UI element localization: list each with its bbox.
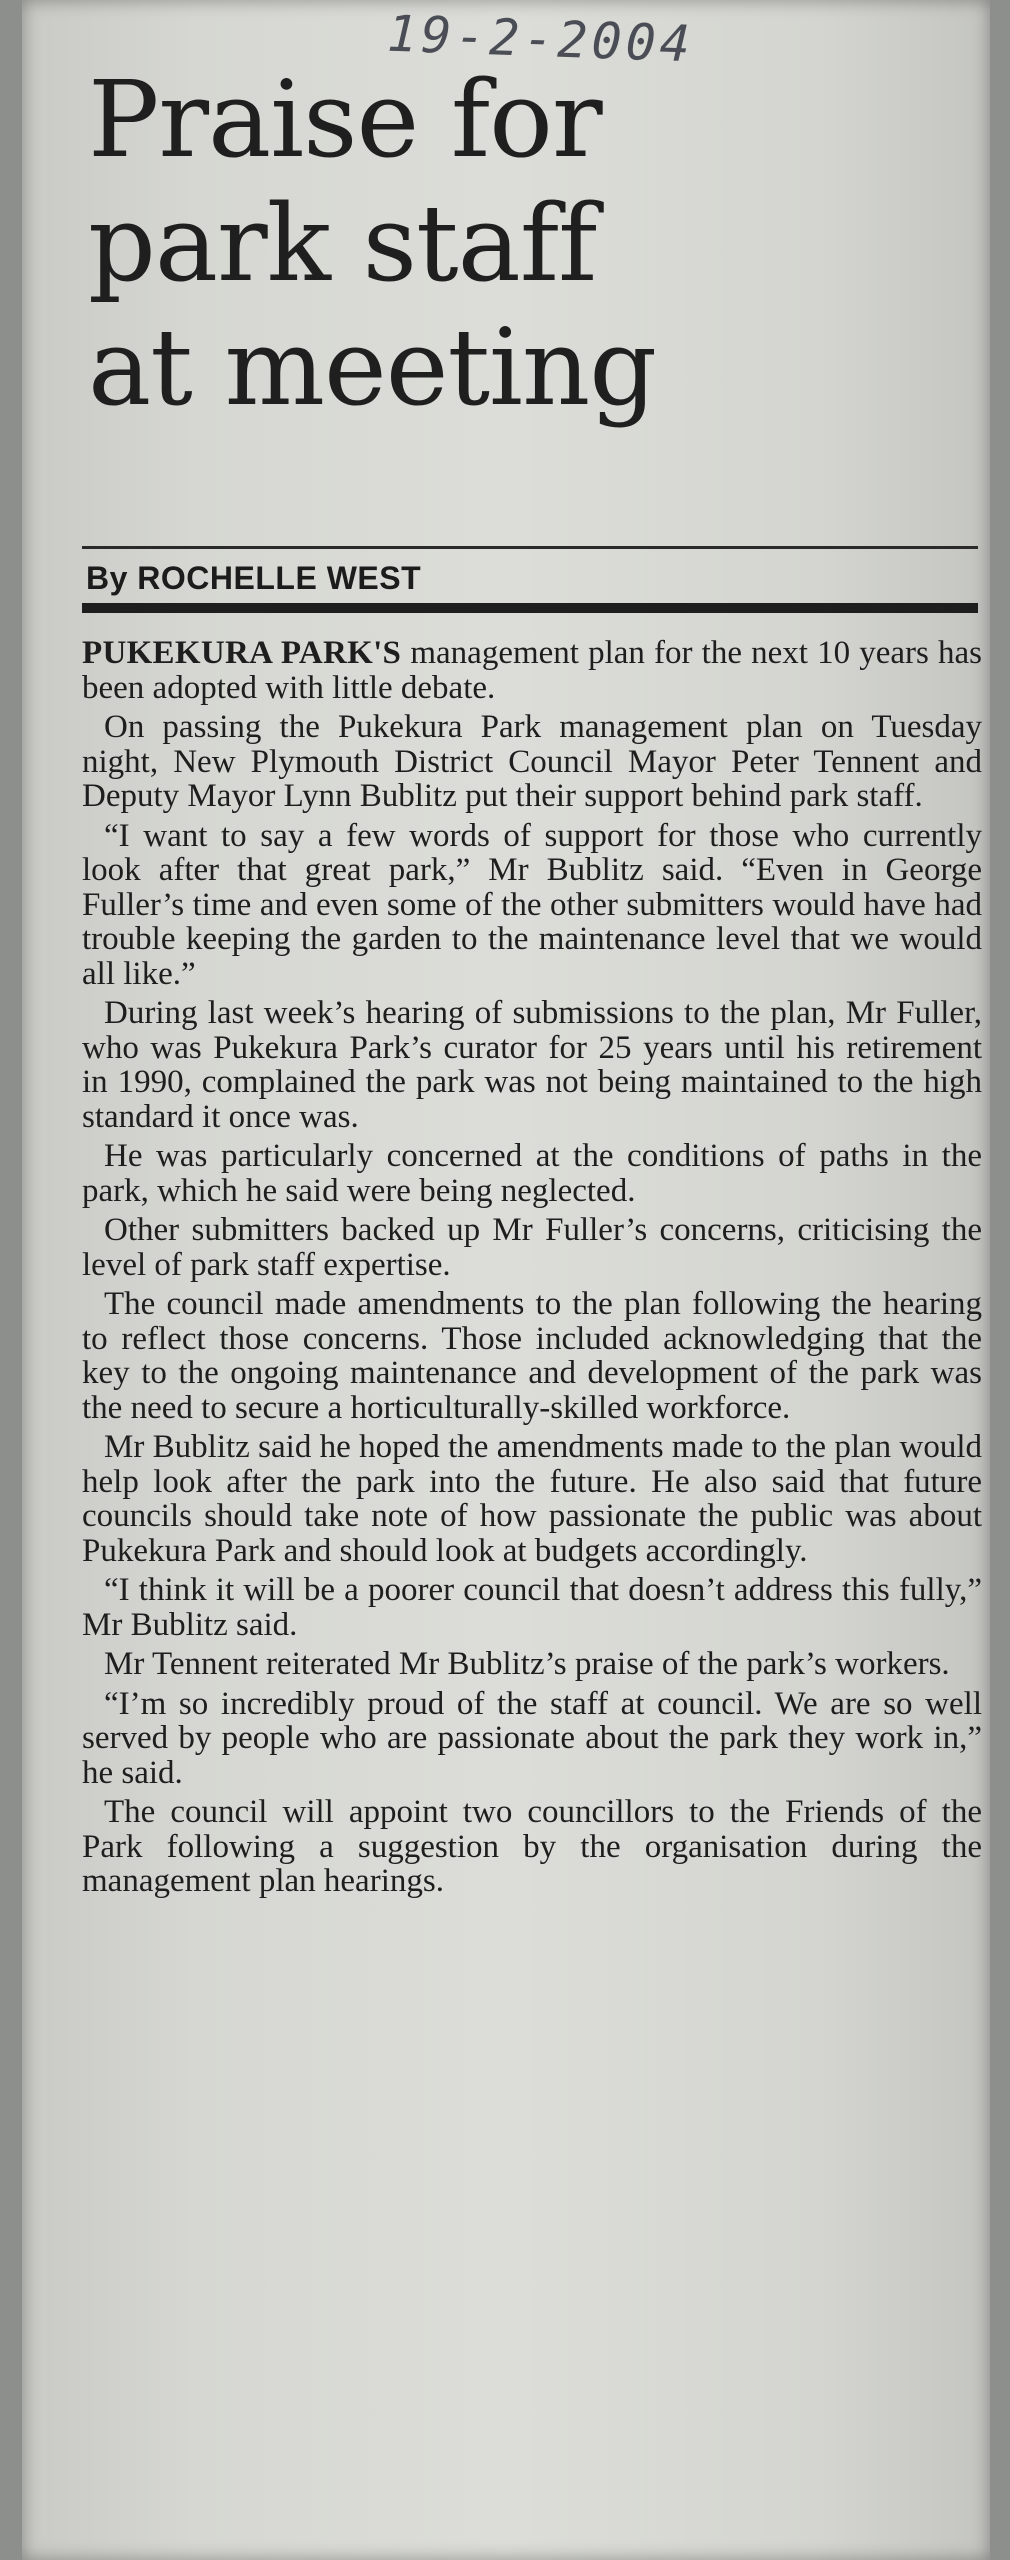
lead-words: PUKEKURA PARK'S <box>82 635 402 671</box>
article-paragraph: Mr Bublitz said he hoped the amendments made to the plan would help look after the park into the future. He also said that future councils should take note of how passionate the public was about Pukekura Park and should look at budgets accordingly. <box>82 1429 982 1569</box>
headline <box>88 58 968 430</box>
newspaper-clipping <box>22 0 990 2560</box>
article-paragraph <box>82 636 982 705</box>
divider-thin <box>82 546 978 549</box>
article-paragraph: The council will appoint two councillors to the Friends of the Park following a suggestion by the organisation during the management plan hearings. <box>82 1794 982 1899</box>
article-paragraph: The council made amendments to the plan following the hearing to reflect those concerns. Those included acknowledging that the key to the ongoing maintenance and development of the park was the need to secure a horticulturally-skilled workforce. <box>82 1286 982 1426</box>
paragraph-text: management plan for the next 10 years has been adopted with little debate. <box>82 635 982 706</box>
headline-line: park staff <box>88 182 597 305</box>
article-paragraph: “I’m so incredibly proud of the staff at council. We are so well served by people who are passionate about the park they work in,” he said. <box>82 1685 982 1791</box>
article-paragraph: “I want to say a few words of support for those who currently look after that great park,” Mr Bublitz said. “Even in George Fuller’s time and even some of the other submitters would have had trouble keeping the garden to the maintenance level that we would all like.” <box>82 817 982 992</box>
article-body <box>82 636 982 1904</box>
article-paragraph: He was particularly concerned at the conditions of paths in the park, which he said were being neglected. <box>82 1138 982 1209</box>
byline: By ROCHELLE WEST <box>86 560 422 596</box>
headline-line: Praise for <box>88 58 602 181</box>
article-paragraph: Mr Tennent reiterated Mr Bublitz’s praise of the park’s workers. <box>104 1646 950 1682</box>
article-paragraph: “I think it will be a poorer council that doesn’t address this fully,” Mr Bublitz said. <box>82 1572 982 1643</box>
article-paragraph: On passing the Pukekura Park management plan on Tuesday night, New Plymouth District Council Mayor Peter Tennent and Deputy Mayor Lynn Bublitz put their support behind park staff. <box>82 709 982 814</box>
headline-line: at meeting <box>88 306 657 429</box>
handwritten-date: 19-2-2004 <box>386 4 695 74</box>
article-paragraph: Other submitters backed up Mr Fuller’s concerns, criticising the level of park staff expertise. <box>82 1212 982 1283</box>
divider-thick <box>82 603 978 613</box>
article-paragraph: During last week’s hearing of submissions to the plan, Mr Fuller, who was Pukekura Park’s curator for 25 years until his retirement in 1990, complained the park was not being maintained to the high standard it once was. <box>82 995 982 1135</box>
